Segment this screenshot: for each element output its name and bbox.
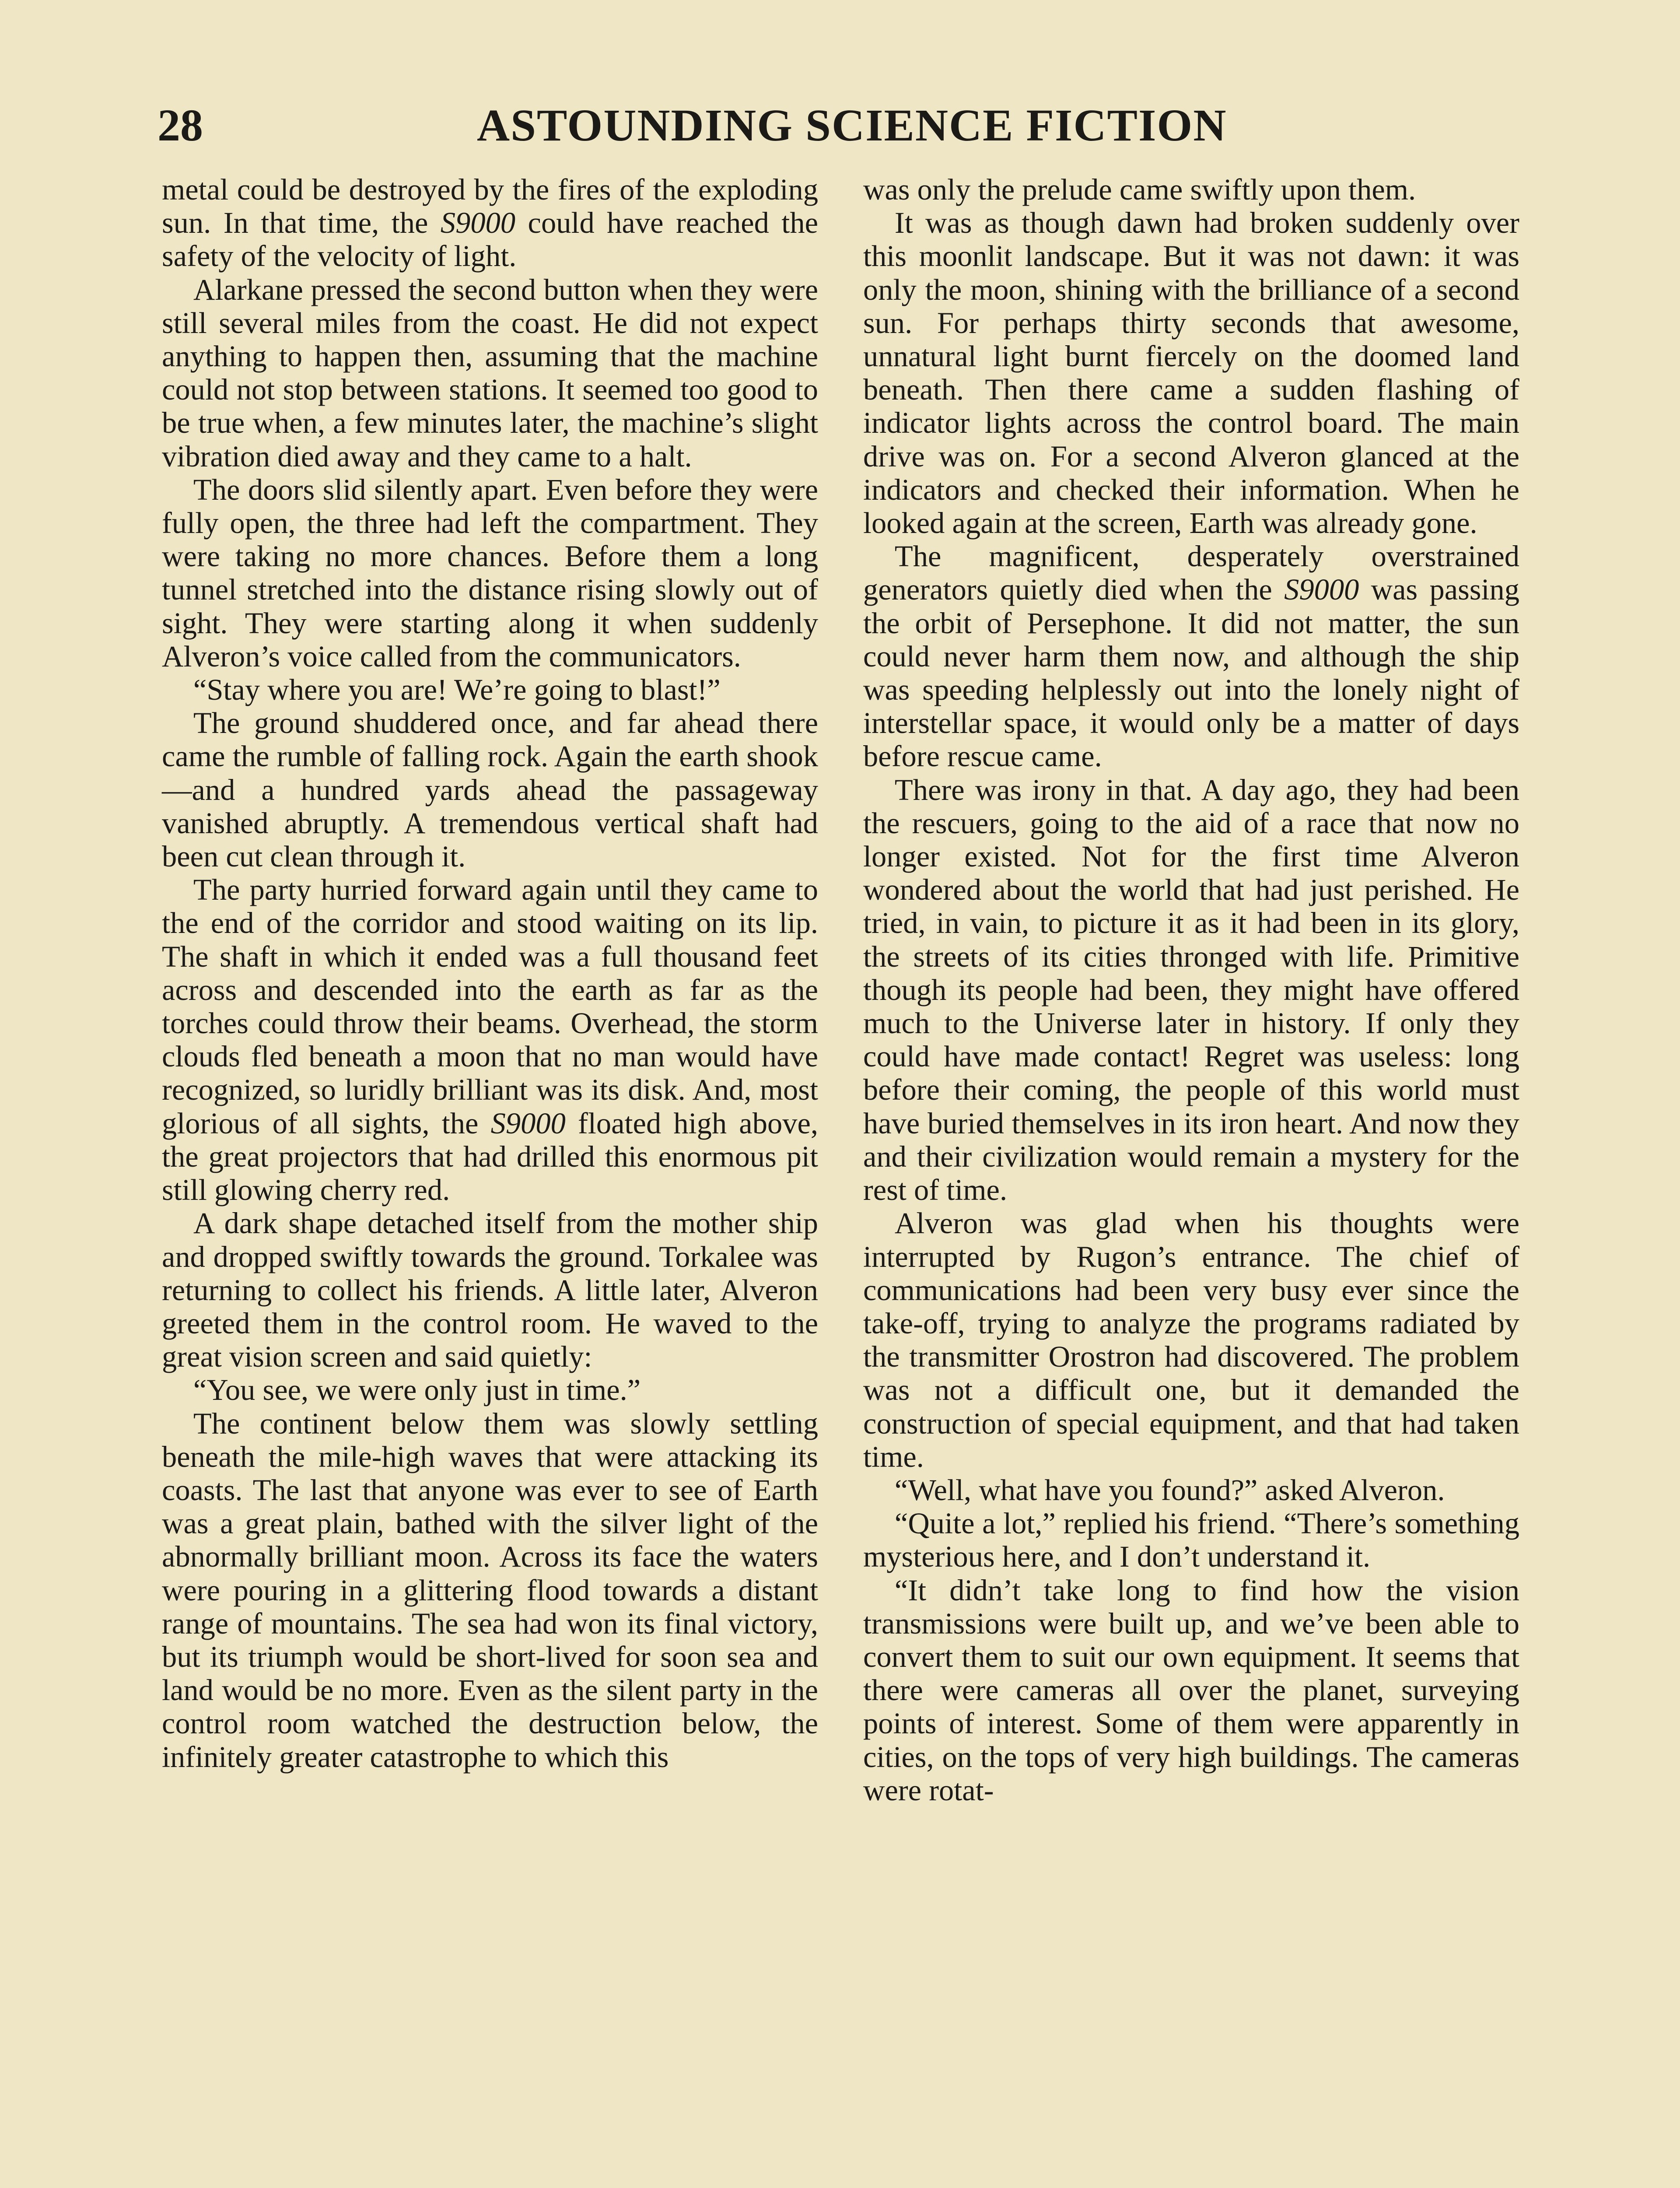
paragraph: Alarkane pressed the second button when they were still several miles from the coast. He did not expect anything to happen then, assuming that the machine could not stop between stations. It seemed too good to be true when, a few minutes later, the machine’s slight vibration died away and they came to a halt.: [162, 273, 818, 473]
ship-name: S9000: [1284, 573, 1359, 607]
paragraph: metal could be destroyed by the fires of the exploding sun. In that time, the S9000 could have reached the safety of the velocity of light.: [162, 173, 818, 273]
paragraph: The continent below them was slowly settling beneath the mile-high waves that were attacking its coasts. The last that anyone was ever to see of Earth was a great plain, bathed with the silver light of the abnormally brilliant moon. Across its face the waters were pouring in a glittering flood towards a distant range of mountains. The sea had won its final victory, but its triumph would be short-lived for soon sea and land would be no more. Even as the silent party in the control room watched the destruction below, the infinitely greater catastrophe to which this: [162, 1406, 818, 1774]
paragraph: It was as though dawn had broken suddenly over this moonlit landscape. But it was not dawn: it was only the moon, shining with the brilliance of a second sun. For perhaps thirty seconds that awesome, unnatural light burnt fiercely on the doomed land beneath. Then there came a sudden flashing of indicator lights across the control board. The main drive was on. For a second Alveron glanced at the indicators and checked their information. When he looked again at the screen, Earth was already gone.: [863, 206, 1519, 540]
paragraph: was only the prelude came swiftly upon them.: [863, 173, 1416, 206]
paragraph: “It didn’t take long to find how the vision transmissions were built up, and we’ve been able to convert them to suit our own equipment. It seems that there were cameras all over the planet, surveying points of interest. Some of them were apparently in cities, on the tops of very high buildings. The cameras were rotat-: [863, 1573, 1519, 1807]
ship-name: S9000: [490, 1106, 566, 1140]
right-column: [863, 173, 1519, 1807]
paragraph: The ground shuddered once, and far ahead there came the rumble of falling rock. Again the earth shook—and a hundred yards ahead the passageway vanished abruptly. A tremendous vertical shaft had been cut clean through it.: [162, 706, 818, 873]
page-number: 28: [158, 100, 203, 151]
paragraph: Alveron was glad when his thoughts were interrupted by Rugon’s entrance. The chief of communications had been very busy ever since the take-off, trying to analyze the programs radiated by the transmitter Orostron had discovered. The problem was not a difficult one, but it demanded the construction of special equipment, and that had taken time.: [863, 1206, 1519, 1473]
ship-name: S9000: [440, 206, 516, 240]
paragraph: There was irony in that. A day ago, they had been the rescuers, going to the aid of a race that now no longer existed. Not for the first time Alveron wondered about the world that had just perished. He tried, in vain, to picture it as it had been in its glory, the streets of its cities thronged with life. Primitive though its people had been, they might have offered much to the Universe later in history. If only they could have made contact! Regret was useless: long before their coming, the people of this world must have buried themselves in its iron heart. And now they and their civilization would remain a mystery for the rest of time.: [863, 773, 1519, 1207]
paragraph: A dark shape detached itself from the mother ship and dropped swiftly towards the ground. Torkalee was returning to collect his friends. A little later, Alveron greeted them in the control room. He waved to the great vision screen and said quietly:: [162, 1206, 818, 1374]
page-header: [158, 93, 1522, 158]
paragraph: The magnificent, desperately overstrained generators quietly died when the S9000 was passing the orbit of Persephone. It did not matter, the sun could never harm them now, and although the ship was speeding helplessly out into the lonely night of interstellar space, it would only be a matter of days before rescue came.: [863, 540, 1520, 773]
paragraph: “Well, what have you found?” asked Alveron.: [894, 1473, 1445, 1507]
left-column: [162, 173, 818, 1774]
paragraph: “You see, we were only just in time.”: [193, 1373, 641, 1407]
paragraph: “Quite a lot,” replied his friend. “There’s something mysterious here, and I don’t understand it.: [863, 1507, 1519, 1574]
running-head: ASTOUNDING SCIENCE FICTION: [477, 100, 1227, 151]
paragraph: The doors slid silently apart. Even before they were fully open, the three had left the compartment. They were taking no more chances. Before them a long tunnel stretched into the distance rising slowly out of sight. They were starting along it when suddenly Alveron’s voice called from the communicators.: [162, 473, 818, 673]
paragraph: The party hurried forward again until they came to the end of the corridor and stood waiting on its lip. The shaft in which it ended was a full thousand feet across and descended into the earth as far as the torches could throw their beams. Overhead, the storm clouds fled beneath a moon that no man would have recognized, so luridly brilliant was its disk. And, most glorious of all sights, the S9000 floated high above, the great projectors that had drilled this enormous pit still glowing cherry red.: [162, 873, 818, 1207]
paragraph: “Stay where you are! We’re going to blast!”: [193, 673, 721, 707]
